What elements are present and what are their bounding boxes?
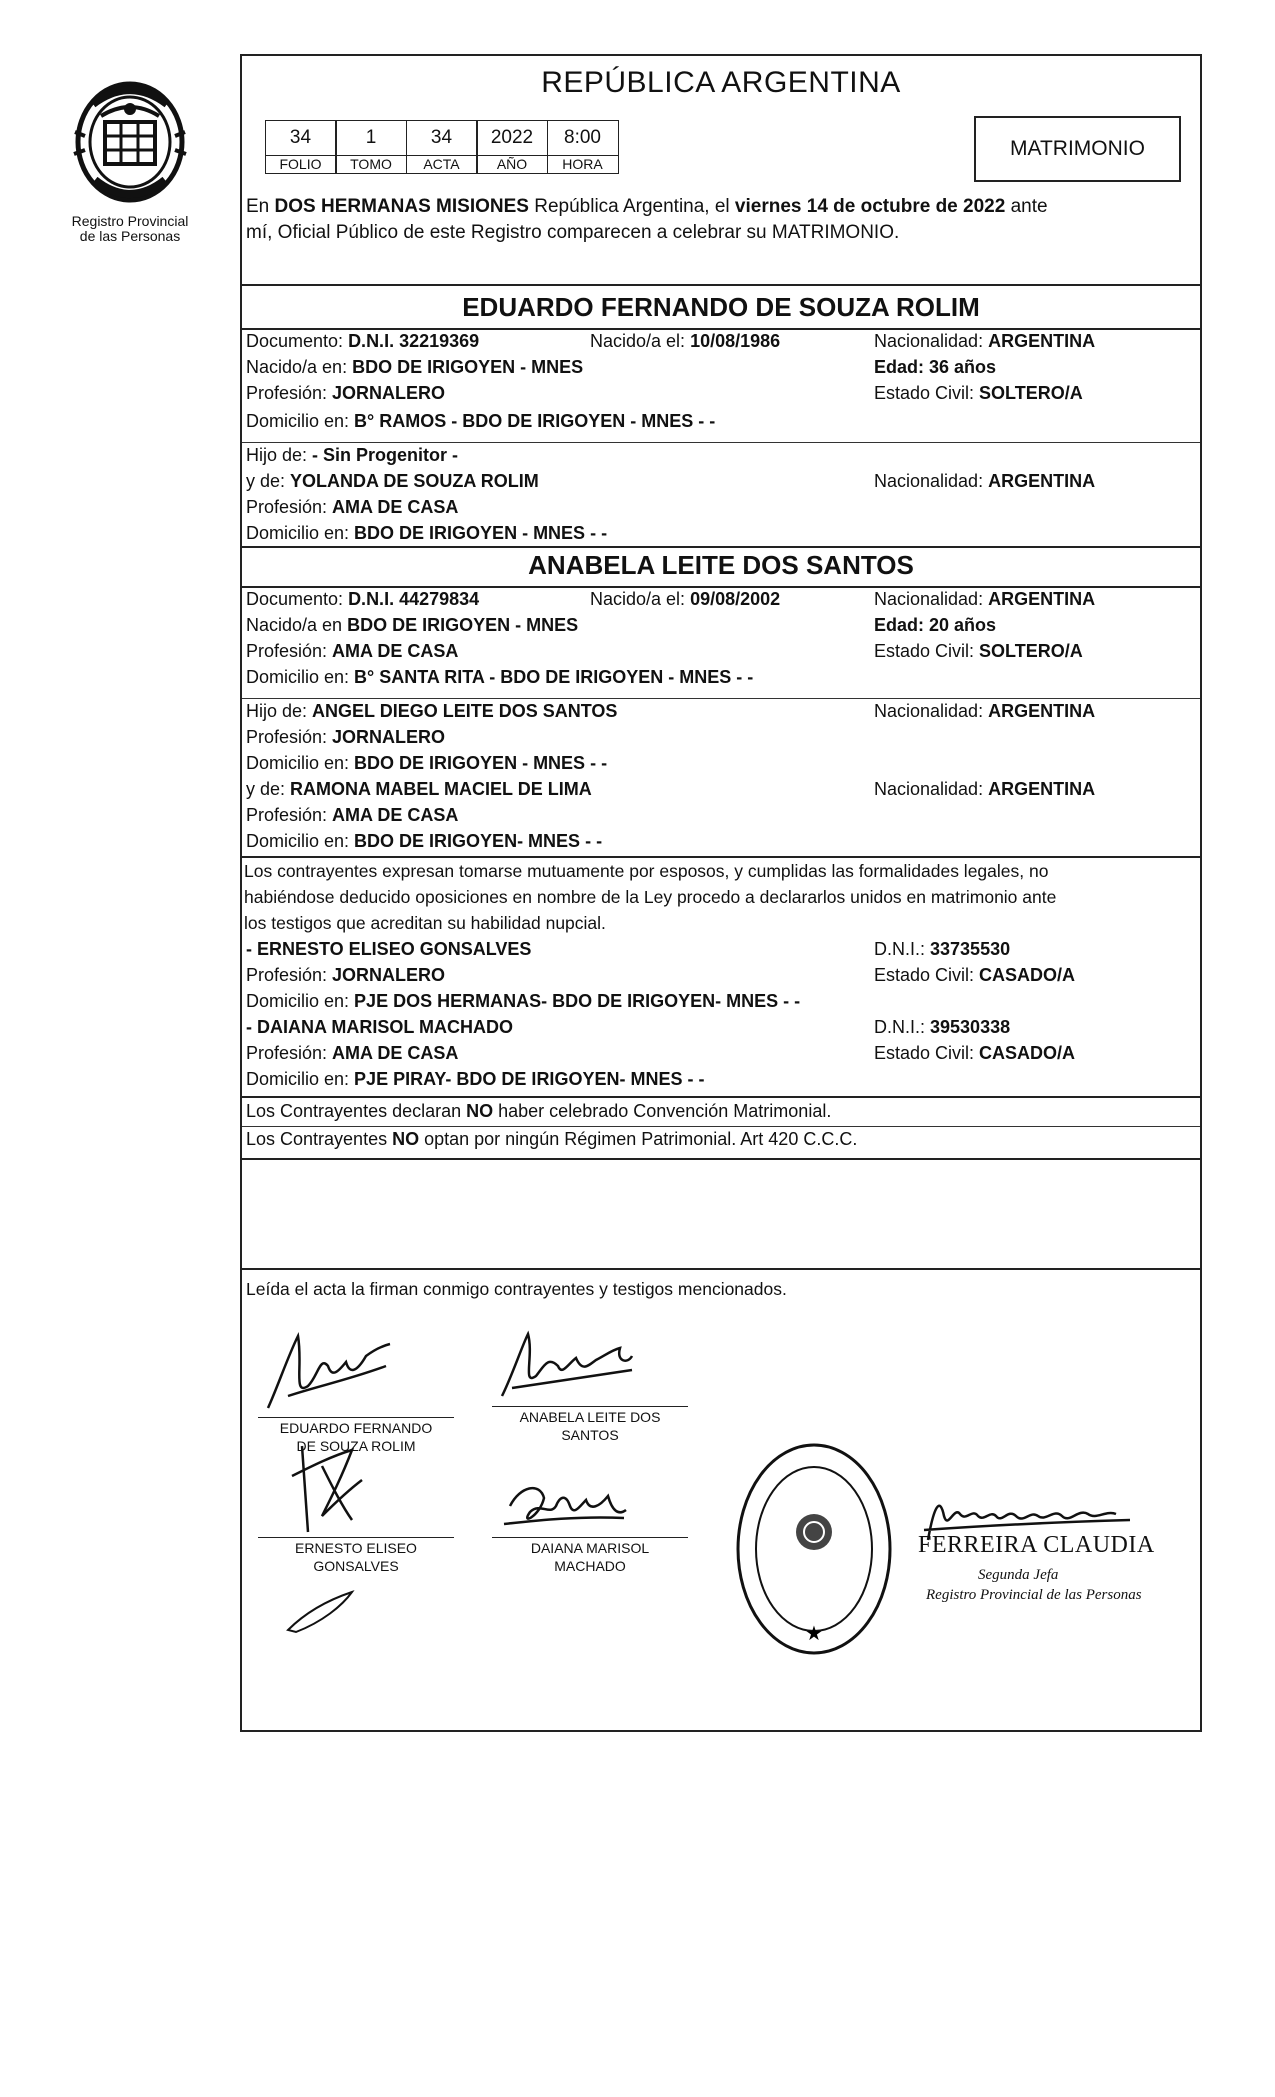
declaracion-line3: los testigos que acreditan su habilidad nupcial. [244, 913, 606, 933]
label: Profesión: [246, 497, 333, 517]
value: AMA DE CASA [332, 641, 459, 661]
c2-padre [246, 700, 617, 722]
signature-line [258, 1537, 454, 1538]
label: Documento: [246, 331, 349, 351]
svg-text:★: ★ [805, 1621, 823, 1645]
c1-madre-domicilio [246, 522, 607, 544]
official-org: Registro Provincial de las Personas [926, 1587, 1142, 1603]
signature-name-line1: EDUARDO FERNANDO [279, 1420, 433, 1436]
value: BDO DE IRIGOYEN - MNES [347, 615, 579, 635]
signature-name-line2: GONSALVES [313, 1558, 399, 1574]
label: Domicilio en: [246, 1069, 355, 1089]
value: ARGENTINA [988, 331, 1096, 351]
label: Profesión: [246, 805, 333, 825]
label: Nacionalidad: [874, 779, 989, 799]
value: ARGENTINA [988, 701, 1096, 721]
registry-values [266, 120, 626, 156]
label: Domicilio en: [246, 753, 355, 773]
value: JORNALERO [332, 727, 446, 747]
c2-madre-nacionalidad [874, 778, 1095, 800]
label: Nacionalidad: [874, 701, 989, 721]
testigo1-name: - ERNESTO ELISEO GONSALVES [246, 939, 532, 959]
value: 10/08/1986 [690, 331, 781, 351]
value: 39530338 [930, 1017, 1011, 1037]
testigo1-estado-civil [874, 964, 1075, 986]
text: optan por ningún Régimen Patrimonial. Art 420 C.C.C. [419, 1129, 858, 1149]
label: Hijo de: [246, 445, 313, 465]
firmas-intro: Leída el acta la firman conmigo contrayentes y testigos mencionados. [246, 1279, 787, 1299]
testigo2-domicilio [246, 1068, 704, 1090]
c1-nacido-en [246, 356, 583, 378]
logo-caption-line2: de las Personas [79, 228, 181, 244]
value: AMA DE CASA [332, 805, 459, 825]
c2-estado-civil [874, 640, 1083, 662]
label: y de: [246, 779, 291, 799]
signature-anabela [492, 1326, 642, 1406]
testigo2-estado-civil [874, 1042, 1075, 1064]
value: RAMONA MABEL MACIEL DE LIMA [290, 779, 592, 799]
declaracion-line2: habiéndose deducido oposiciones en nombre de la Ley procedo a declararlos unidos en matrimonio ante [244, 887, 1057, 907]
signature-eduardo [258, 1326, 398, 1416]
value: 09/08/2002 [690, 589, 781, 609]
testigo2-profesion [246, 1042, 458, 1064]
c2-madre-profesion [246, 804, 458, 826]
intro-place: DOS HERMANAS MISIONES [274, 196, 529, 217]
label: Nacido/a en [246, 615, 348, 635]
signature-name-line2: DE SOUZA ROLIM [296, 1438, 416, 1454]
label: Domicilio en: [246, 411, 355, 431]
registry-hora-label: HORA [547, 155, 619, 174]
c1-madre-profesion [246, 496, 458, 518]
official-stamp [734, 1440, 894, 1658]
official-title: Segunda Jefa [978, 1567, 1059, 1583]
label: Estado Civil: [874, 383, 980, 403]
convencion-line2 [246, 1128, 857, 1150]
act-type-box: MATRIMONIO [974, 116, 1181, 182]
registry-ano-value: 2022 [476, 120, 548, 156]
divider [242, 1096, 1200, 1098]
value: NO [466, 1101, 494, 1121]
divider [242, 284, 1200, 286]
c1-madre-nacionalidad [874, 470, 1095, 492]
label: Documento: [246, 589, 349, 609]
document-title: REPÚBLICA ARGENTINA [541, 66, 901, 99]
value: ARGENTINA [988, 779, 1096, 799]
signature-ernesto [282, 1436, 402, 1536]
divider [242, 442, 1200, 443]
label: Profesión: [246, 383, 333, 403]
intro-line1 [246, 196, 1048, 218]
logo-caption [56, 214, 204, 244]
c2-edad: Edad: 20 años [874, 615, 997, 635]
value: JORNALERO [332, 965, 446, 985]
registry-labels [266, 156, 626, 174]
label: Nacido/a el: [590, 331, 691, 351]
testigo1-domicilio [246, 990, 800, 1012]
registry-box [266, 120, 626, 174]
label: Nacionalidad: [874, 331, 989, 351]
value: BDO DE IRIGOYEN- MNES - - [354, 831, 603, 851]
value: PJE PIRAY- BDO DE IRIGOYEN- MNES - - [354, 1069, 705, 1089]
c1-nacido-el [590, 330, 780, 352]
signature-name-line1: ANABELA LEITE DOS [519, 1409, 661, 1425]
value: NO [392, 1129, 420, 1149]
label: Nacido/a en: [246, 357, 353, 377]
value: BDO DE IRIGOYEN - MNES - - [354, 753, 608, 773]
text: Los Contrayentes declaran [246, 1101, 467, 1121]
divider [242, 856, 1200, 858]
value: B° RAMOS - BDO DE IRIGOYEN - MNES - - [354, 411, 716, 431]
acta-frame [240, 54, 1202, 1732]
testigo2-dni [874, 1016, 1010, 1038]
c1-profesion [246, 382, 445, 404]
label: Domicilio en: [246, 523, 355, 543]
testigo1-profesion [246, 964, 445, 986]
c1-madre [246, 470, 539, 492]
c2-nacido-en [246, 614, 578, 636]
label: Nacionalidad: [874, 589, 989, 609]
official-name: FERREIRA CLAUDIA [918, 1532, 1155, 1558]
c2-madre-domicilio [246, 830, 602, 852]
label: Profesión: [246, 1043, 333, 1063]
value: - Sin Progenitor - [312, 445, 459, 465]
value: YOLANDA DE SOUZA ROLIM [290, 471, 539, 491]
label: D.N.I.: [874, 939, 931, 959]
c2-madre [246, 778, 592, 800]
value: D.N.I. 44279834 [348, 589, 480, 609]
registry-acta-label: ACTA [406, 155, 478, 174]
convencion-line1 [246, 1100, 831, 1122]
value: AMA DE CASA [332, 497, 459, 517]
c1-domicilio [246, 410, 715, 432]
c1-edad: Edad: 36 años [874, 357, 997, 377]
value: SOLTERO/A [979, 641, 1083, 661]
registry-tomo-label: TOMO [335, 155, 407, 174]
label: Estado Civil: [874, 1043, 980, 1063]
label: Profesión: [246, 965, 333, 985]
registry-folio-value: 34 [265, 120, 337, 156]
value: BDO DE IRIGOYEN - MNES [352, 357, 584, 377]
c2-nacionalidad [874, 588, 1095, 610]
c2-domicilio [246, 666, 753, 688]
c1-nacionalidad [874, 330, 1095, 352]
label: D.N.I.: [874, 1017, 931, 1037]
signature-name-line1: ERNESTO ELISEO [295, 1540, 417, 1556]
contrayente1-name: EDUARDO FERNANDO DE SOUZA ROLIM [462, 292, 980, 322]
text: haber celebrado Convención Matrimonial. [493, 1101, 832, 1121]
registry-folio-label: FOLIO [265, 155, 337, 174]
registry-tomo-value: 1 [335, 120, 407, 156]
divider [242, 1268, 1200, 1270]
label: Hijo de: [246, 701, 313, 721]
value: 33735530 [930, 939, 1011, 959]
value: CASADO/A [979, 1043, 1076, 1063]
label: y de: [246, 471, 291, 491]
divider [242, 1158, 1200, 1160]
value: ARGENTINA [988, 589, 1096, 609]
intro-text: En [246, 196, 275, 217]
value: JORNALERO [332, 383, 446, 403]
logo-caption-line1: Registro Provincial [71, 213, 189, 229]
divider [242, 698, 1200, 699]
value: B° SANTA RITA - BDO DE IRIGOYEN - MNES - - [354, 667, 754, 687]
pen-mark [282, 1586, 362, 1636]
intro-line2: mí, Oficial Público de este Registro comparecen a celebrar su MATRIMONIO. [246, 222, 900, 243]
signature-line [492, 1406, 688, 1407]
value: SOLTERO/A [979, 383, 1083, 403]
signature-label-ernesto [258, 1539, 454, 1575]
registry-acta-value: 34 [406, 120, 478, 156]
registry-ano-label: AÑO [476, 155, 548, 174]
label: Estado Civil: [874, 641, 980, 661]
label: Profesión: [246, 727, 333, 747]
signature-label-anabela [492, 1408, 688, 1444]
value: AMA DE CASA [332, 1043, 459, 1063]
label: Nacido/a el: [590, 589, 691, 609]
label: Estado Civil: [874, 965, 980, 985]
divider [242, 1126, 1200, 1127]
value: ANGEL DIEGO LEITE DOS SANTOS [312, 701, 618, 721]
value: ARGENTINA [988, 471, 1096, 491]
contrayente2-name: ANABELA LEITE DOS SANTOS [528, 550, 914, 580]
signature-name-line2: MACHADO [554, 1558, 626, 1574]
registry-hora-value: 8:00 [547, 120, 619, 156]
c2-nacido-el [590, 588, 780, 610]
testigo1-dni [874, 938, 1010, 960]
c1-estado-civil [874, 382, 1083, 404]
c2-padre-profesion [246, 726, 445, 748]
value: CASADO/A [979, 965, 1076, 985]
provincial-seal-icon [71, 76, 189, 206]
signature-name-line2: SANTOS [561, 1427, 619, 1443]
text: Los Contrayentes [246, 1129, 393, 1149]
declaracion-line1: Los contrayentes expresan tomarse mutuamente por esposos, y cumplidas las formalidades legales, no [244, 861, 1049, 881]
value: PJE DOS HERMANAS- BDO DE IRIGOYEN- MNES - - [354, 991, 801, 1011]
label: Domicilio en: [246, 991, 355, 1011]
signature-label-daiana [492, 1539, 688, 1575]
intro-text: República Argentina, el [528, 196, 735, 217]
label: Profesión: [246, 641, 333, 661]
intro-text: ante [1005, 196, 1048, 217]
label: Nacionalidad: [874, 471, 989, 491]
label: Domicilio en: [246, 667, 355, 687]
label: Domicilio en: [246, 831, 355, 851]
c2-padre-domicilio [246, 752, 607, 774]
registro-logo [56, 76, 204, 244]
value: BDO DE IRIGOYEN - MNES - - [354, 523, 608, 543]
testigo2-name: - DAIANA MARISOL MACHADO [246, 1017, 513, 1037]
c2-padre-nacionalidad [874, 700, 1095, 722]
c2-profesion [246, 640, 458, 662]
divider [242, 546, 1200, 548]
c1-padre [246, 444, 458, 466]
value: D.N.I. 32219369 [348, 331, 480, 351]
signature-line [258, 1417, 454, 1418]
signature-line [492, 1537, 688, 1538]
intro-date: viernes 14 de octubre de 2022 [734, 196, 1006, 217]
signature-daiana [500, 1476, 630, 1536]
c2-documento [246, 588, 479, 610]
c1-documento [246, 330, 479, 352]
signature-name-line1: DAIANA MARISOL [530, 1540, 650, 1556]
